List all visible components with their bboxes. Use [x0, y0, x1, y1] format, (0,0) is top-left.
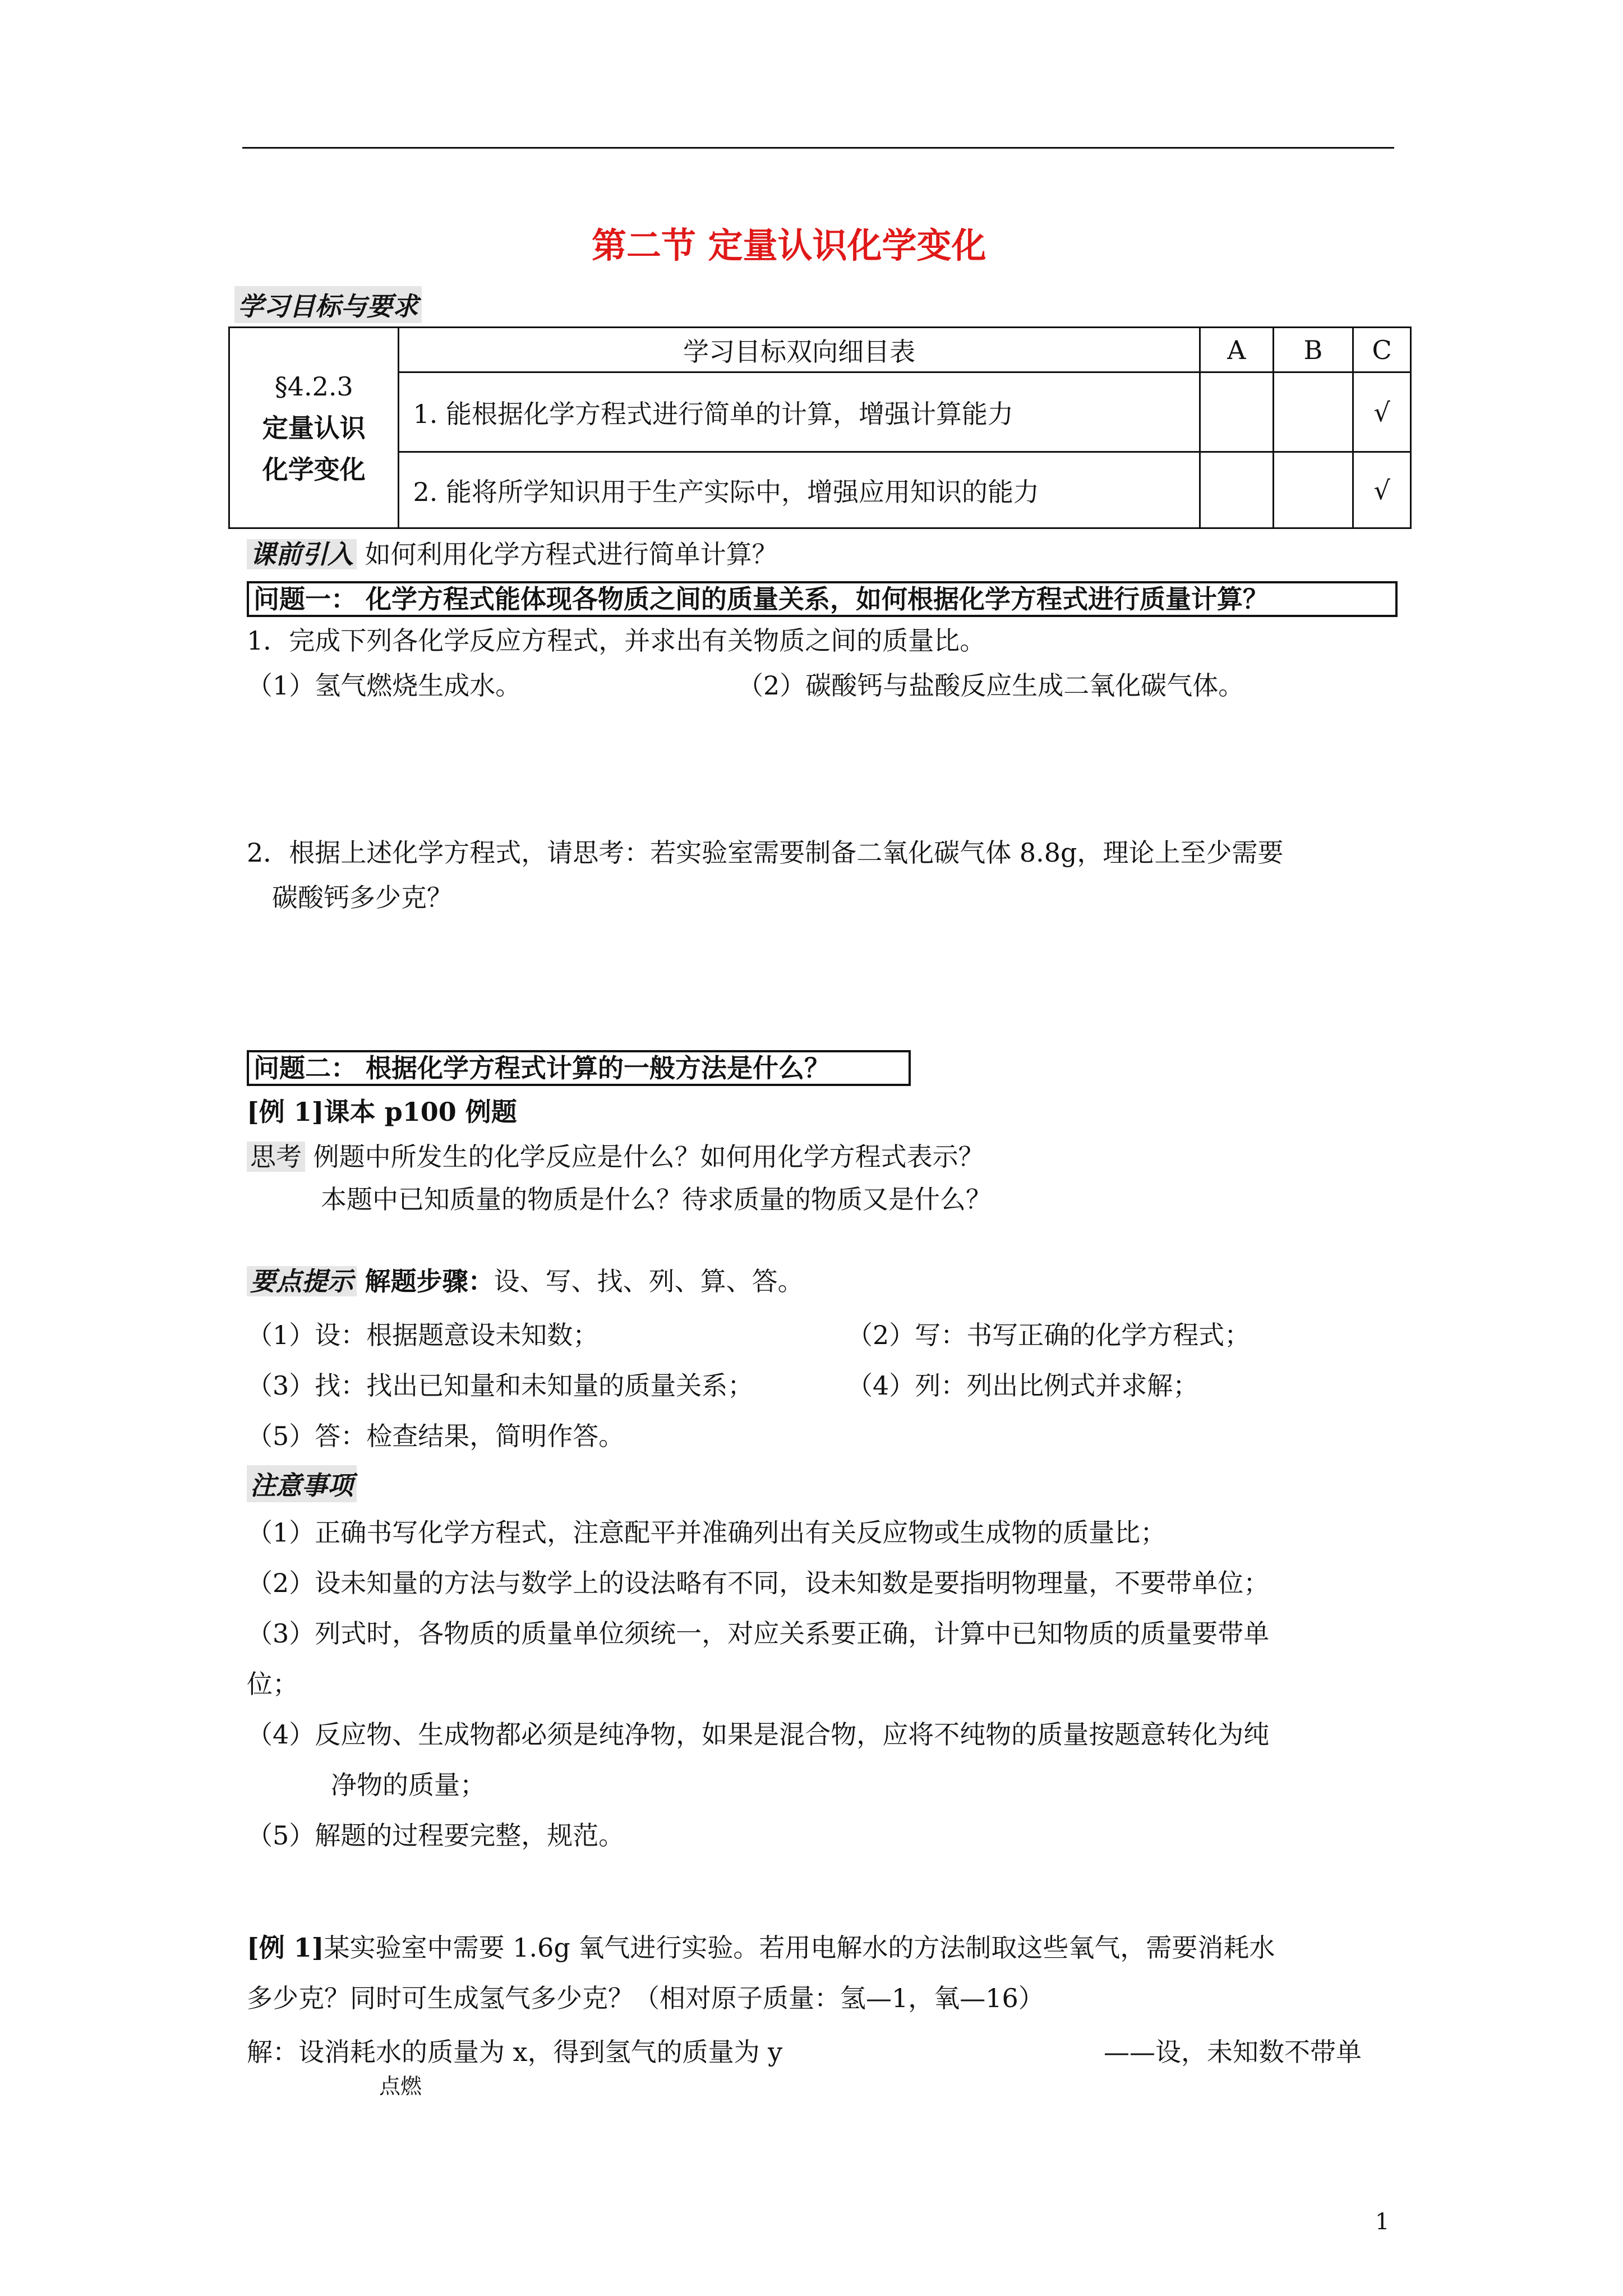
- q1-item2-line1: 2．根据上述化学方程式，请思考：若实验室需要制备二氧化碳气体 8.8g，理论上至少需要: [247, 838, 1284, 868]
- page-title: 第二节 定量认识化学变化: [592, 225, 986, 266]
- example1-text1: 某实验室中需要 1.6g 氧气进行实验。若用电解水的方法制取这些氧气，需要消耗水: [324, 1932, 1275, 1963]
- example1-solution-note: ——设，未知数不带单: [1104, 2037, 1362, 2067]
- goal-name-line2: 化学变化: [262, 454, 366, 485]
- goal-name-line1: 定量认识: [262, 412, 366, 443]
- goal-table: [228, 326, 1412, 529]
- note-4b: 净物的质量；: [331, 1770, 486, 1800]
- goal-row-a: [1200, 452, 1273, 528]
- step-1: （1）设：根据题意设未知数；: [247, 1320, 599, 1350]
- example1-label: [例 1]: [247, 1932, 324, 1963]
- example1-line1: [247, 1931, 1275, 1964]
- goal-table-topic-cell: [229, 328, 399, 528]
- example-ref: [例 1]课本 p100 例题: [247, 1097, 517, 1127]
- page-number: 1: [1375, 2209, 1390, 2235]
- think-line2: 本题中已知质量的物质是什么？待求质量的物质又是什么？: [321, 1184, 992, 1214]
- example1-line2: 多少克？同时可生成氢气多少克？（相对原子质量：氢—1，氧—16）: [247, 1983, 1044, 2013]
- step-3: （3）找：找出已知量和未知量的质量关系；: [247, 1370, 754, 1401]
- goal-row-c: √: [1353, 452, 1411, 528]
- section-goals-heading: 学习目标与要求: [234, 286, 422, 323]
- step-2: （2）写：书写正确的化学方程式；: [847, 1320, 1251, 1350]
- q1-item2-line2: 碳酸钙多少克？: [272, 882, 453, 913]
- level-b-header: B: [1273, 328, 1353, 372]
- q1-item1: 1．完成下列各化学反应方程式，并求出有关物质之间的质量比。: [247, 625, 986, 656]
- note-3b: 位；: [247, 1669, 298, 1699]
- q1-item1b: （2）碳酸钙与盐酸反应生成二氧化碳气体。: [737, 670, 1244, 701]
- q2-label: 问题二：: [253, 1053, 357, 1083]
- goal-row-text: 1. 能根据化学方程式进行简单的计算，增强计算能力: [399, 372, 1200, 452]
- table-row: [229, 452, 1411, 528]
- level-a-header: A: [1200, 328, 1273, 372]
- note-4a: （4）反应物、生成物都必须是纯净物，如果是混合物，应将不纯物的质量按题意转化为纯: [247, 1719, 1270, 1750]
- intro-line: [247, 537, 778, 571]
- think-text1: 例题中所发生的化学反应是什么？如何用化学方程式表示？: [313, 1142, 984, 1172]
- q2-text: 根据化学方程式计算的一般方法是什么？: [366, 1053, 831, 1083]
- q1-item1a: （1）氢气燃烧生成水。: [247, 670, 522, 701]
- note-1: （1）正确书写化学方程式，注意配平并准确列出有关反应物或生成物的质量比；: [247, 1517, 1166, 1548]
- goal-code: §4.2.3: [274, 371, 353, 402]
- key-points-steps: 设、写、找、列、算、答。: [494, 1266, 804, 1296]
- goal-row-b: [1273, 372, 1353, 452]
- goal-row-text: 2. 能将所学知识用于生产实际中，增强应用知识的能力: [399, 452, 1200, 528]
- table-row: [229, 372, 1411, 452]
- note-5: （5）解题的过程要完整，规范。: [247, 1820, 625, 1851]
- example1-solution: 解：设消耗水的质量为 x，得到氢气的质量为 y: [247, 2037, 783, 2067]
- step-4: （4）列：列出比例式并求解；: [847, 1370, 1199, 1401]
- note-2: （2）设未知量的方法与数学上的设法略有不同，设未知数是要指明物理量，不要带单位；: [247, 1568, 1270, 1598]
- q1-text: 化学方程式能体现各物质之间的质量关系，如何根据化学方程式进行质量计算？: [366, 584, 1269, 614]
- reaction-condition: 点燃: [379, 2074, 422, 2099]
- goal-table-header: 学习目标双向细目表: [399, 328, 1200, 372]
- header-rule: [242, 147, 1394, 149]
- notes-heading: 注意事项: [247, 1465, 357, 1502]
- key-points-lead: 解题步骤：: [365, 1266, 494, 1296]
- think-label: 思考: [247, 1142, 305, 1172]
- goal-row-b: [1273, 452, 1353, 528]
- intro-label: 课前引入: [247, 539, 357, 569]
- q1-label: 问题一：: [253, 584, 357, 614]
- goal-row-c: √: [1353, 372, 1411, 452]
- question-one-box: [247, 581, 1398, 617]
- think-line1: [247, 1140, 984, 1174]
- key-points-line: [247, 1264, 804, 1298]
- goal-row-a: [1200, 372, 1273, 452]
- note-3a: （3）列式时，各物质的质量单位须统一，对应关系要正确，计算中已知物质的质量要带单: [247, 1618, 1270, 1649]
- level-c-header: C: [1353, 328, 1411, 372]
- intro-text: 如何利用化学方程式进行简单计算？: [365, 539, 778, 569]
- key-points-label: 要点提示: [247, 1266, 357, 1296]
- question-two-box: [247, 1050, 911, 1086]
- step-5: （5）答：检查结果，简明作答。: [247, 1421, 625, 1451]
